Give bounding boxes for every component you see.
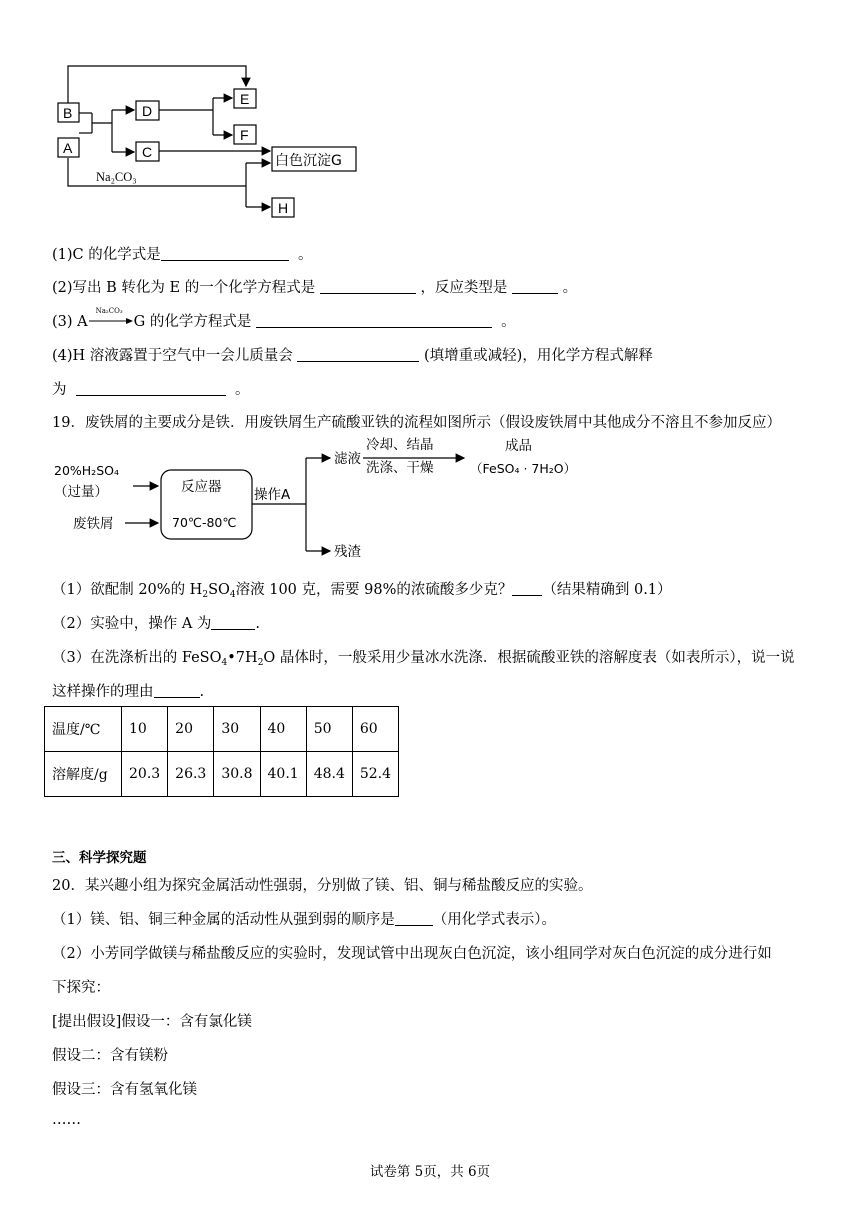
solubility-table	[44, 706, 399, 797]
q19-part3: （3）在洗涤析出的 $FeSO_4•7H_2O$ 晶体时，一般采用少量冰水洗涤．根据硫酸亚铁的溶解度表（如表所示），说一说	[52, 650, 795, 668]
node-h-label: H	[278, 200, 289, 216]
q18-part3: (3) A Na₂CO₃ G 的化学方程式是 。	[52, 307, 516, 330]
filtrate-label: 滤液	[334, 451, 361, 467]
table-cell: 52.4	[352, 752, 398, 797]
q20-ellipsis: ……	[52, 1112, 81, 1128]
q19-part2: （2）实验中，操作 A 为 .	[52, 616, 261, 632]
product-label: 成品	[505, 438, 532, 454]
q19-part4: 这样操作的理由 .	[52, 684, 205, 700]
q20-part1: （1）镁、铝、铜三种金属的活动性从强到弱的顺序是 （用化学式表示）。	[52, 912, 556, 928]
q18-part2: (2)写出 B 转化为 E 的一个化学方程式是 ，反应类型是 。	[52, 280, 578, 296]
table-cell: 60	[352, 707, 398, 752]
cool-crystallize-label: 冷却、结晶	[366, 437, 434, 453]
table-row	[45, 707, 399, 752]
table-cell: 48.4	[306, 752, 352, 797]
q20-hypothesis1: [提出假设]假设一：含有氯化镁	[52, 1014, 252, 1030]
table-cell: 20	[168, 707, 214, 752]
q18-part5: 为 。	[52, 382, 250, 398]
q19-p1-blank	[512, 581, 542, 596]
table-cell: 温度/℃	[45, 707, 122, 752]
reaction-diagram	[0, 0, 400, 230]
q20-part2b: 下探究：	[52, 980, 110, 996]
residue-label: 残渣	[334, 544, 361, 560]
q20-hypothesis3: 假设三：含有氢氧化镁	[52, 1082, 197, 1098]
table-cell: 40.1	[260, 752, 306, 797]
table-cell: 溶解度/g	[45, 752, 122, 797]
q18-p3-arrow: Na₂CO₃	[88, 313, 134, 327]
node-c-label: C	[142, 144, 153, 160]
q18-p2-blank1	[320, 279, 416, 294]
acid-label: 20%H₂SO₄	[54, 463, 119, 478]
q18-part4: (4)H 溶液露置于空气中一会儿质量会 (填增重或减轻)，用化学方程式解释	[52, 348, 653, 364]
process-flow-diagram	[0, 436, 620, 566]
q18-p5-blank	[76, 381, 226, 396]
node-d-label: D	[142, 103, 153, 119]
q20-hypothesis2: 假设二：含有镁粉	[52, 1048, 168, 1064]
node-g-label: 白色沉淀G	[275, 153, 342, 169]
table-cell: 30	[214, 707, 260, 752]
q20-p1-blank	[395, 911, 433, 926]
product-formula-label: （FeSO₄ · 7H₂O）	[470, 461, 577, 476]
excess-label: （过量）	[54, 484, 108, 500]
q18-p1-text: (1)C 的化学式是	[52, 247, 161, 263]
wash-dry-label: 洗涤、干燥	[366, 460, 434, 476]
table-cell: 40	[260, 707, 306, 752]
node-f-label: F	[240, 127, 249, 143]
node-a-label: A	[63, 140, 73, 156]
q19-part1: （1）欲配制 20%的 $H_2SO_4$溶液 100 克，需要 98%的浓硫酸多少克？ （结果精确到 0.1）	[52, 582, 672, 600]
reactor-label: 反应器	[181, 479, 222, 495]
page-footer: 试卷第 5页，共 6页	[369, 1164, 491, 1180]
operation-a-label: 操作A	[254, 487, 291, 503]
table-cell: 10	[122, 707, 168, 752]
table-row	[45, 752, 399, 797]
reactor-temp-label: 70℃-80℃	[172, 515, 237, 530]
table-cell: 26.3	[168, 752, 214, 797]
na2co3-label: Na₂CO₃	[96, 170, 137, 184]
q19-p2-blank	[211, 615, 255, 630]
q18-p1-blank	[161, 246, 289, 261]
node-b-label: B	[63, 105, 73, 121]
q19-stem: 19．废铁屑的主要成分是铁．用废铁屑生产硫酸亚铁的流程如图所示（假设废铁屑中其他成分不溶且不参加反应）	[52, 415, 781, 431]
table-cell: 50	[306, 707, 352, 752]
q18-part1: (1)C 的化学式是 。	[52, 247, 313, 263]
scrap-iron-label: 废铁屑	[73, 516, 114, 532]
node-e-label: E	[240, 91, 250, 107]
section-title: 三、科学探究题	[52, 850, 147, 866]
table-cell: 20.3	[122, 752, 168, 797]
q20-stem: 20．某兴趣小组为探究金属活动性强弱，分别做了镁、铝、铜与稀盐酸反应的实验。	[52, 878, 593, 894]
q18-p2-blank2	[512, 279, 558, 294]
q18-p3-blank	[256, 313, 492, 328]
q18-p4-blank	[297, 347, 419, 362]
table-cell: 30.8	[214, 752, 260, 797]
q19-p4-blank	[154, 683, 200, 698]
q20-part2a: （2）小芳同学做镁与稀盐酸反应的实验时，发现试管中出现灰白色沉淀，该小组同学对灰白色沉淀的成分进行如	[52, 946, 772, 962]
